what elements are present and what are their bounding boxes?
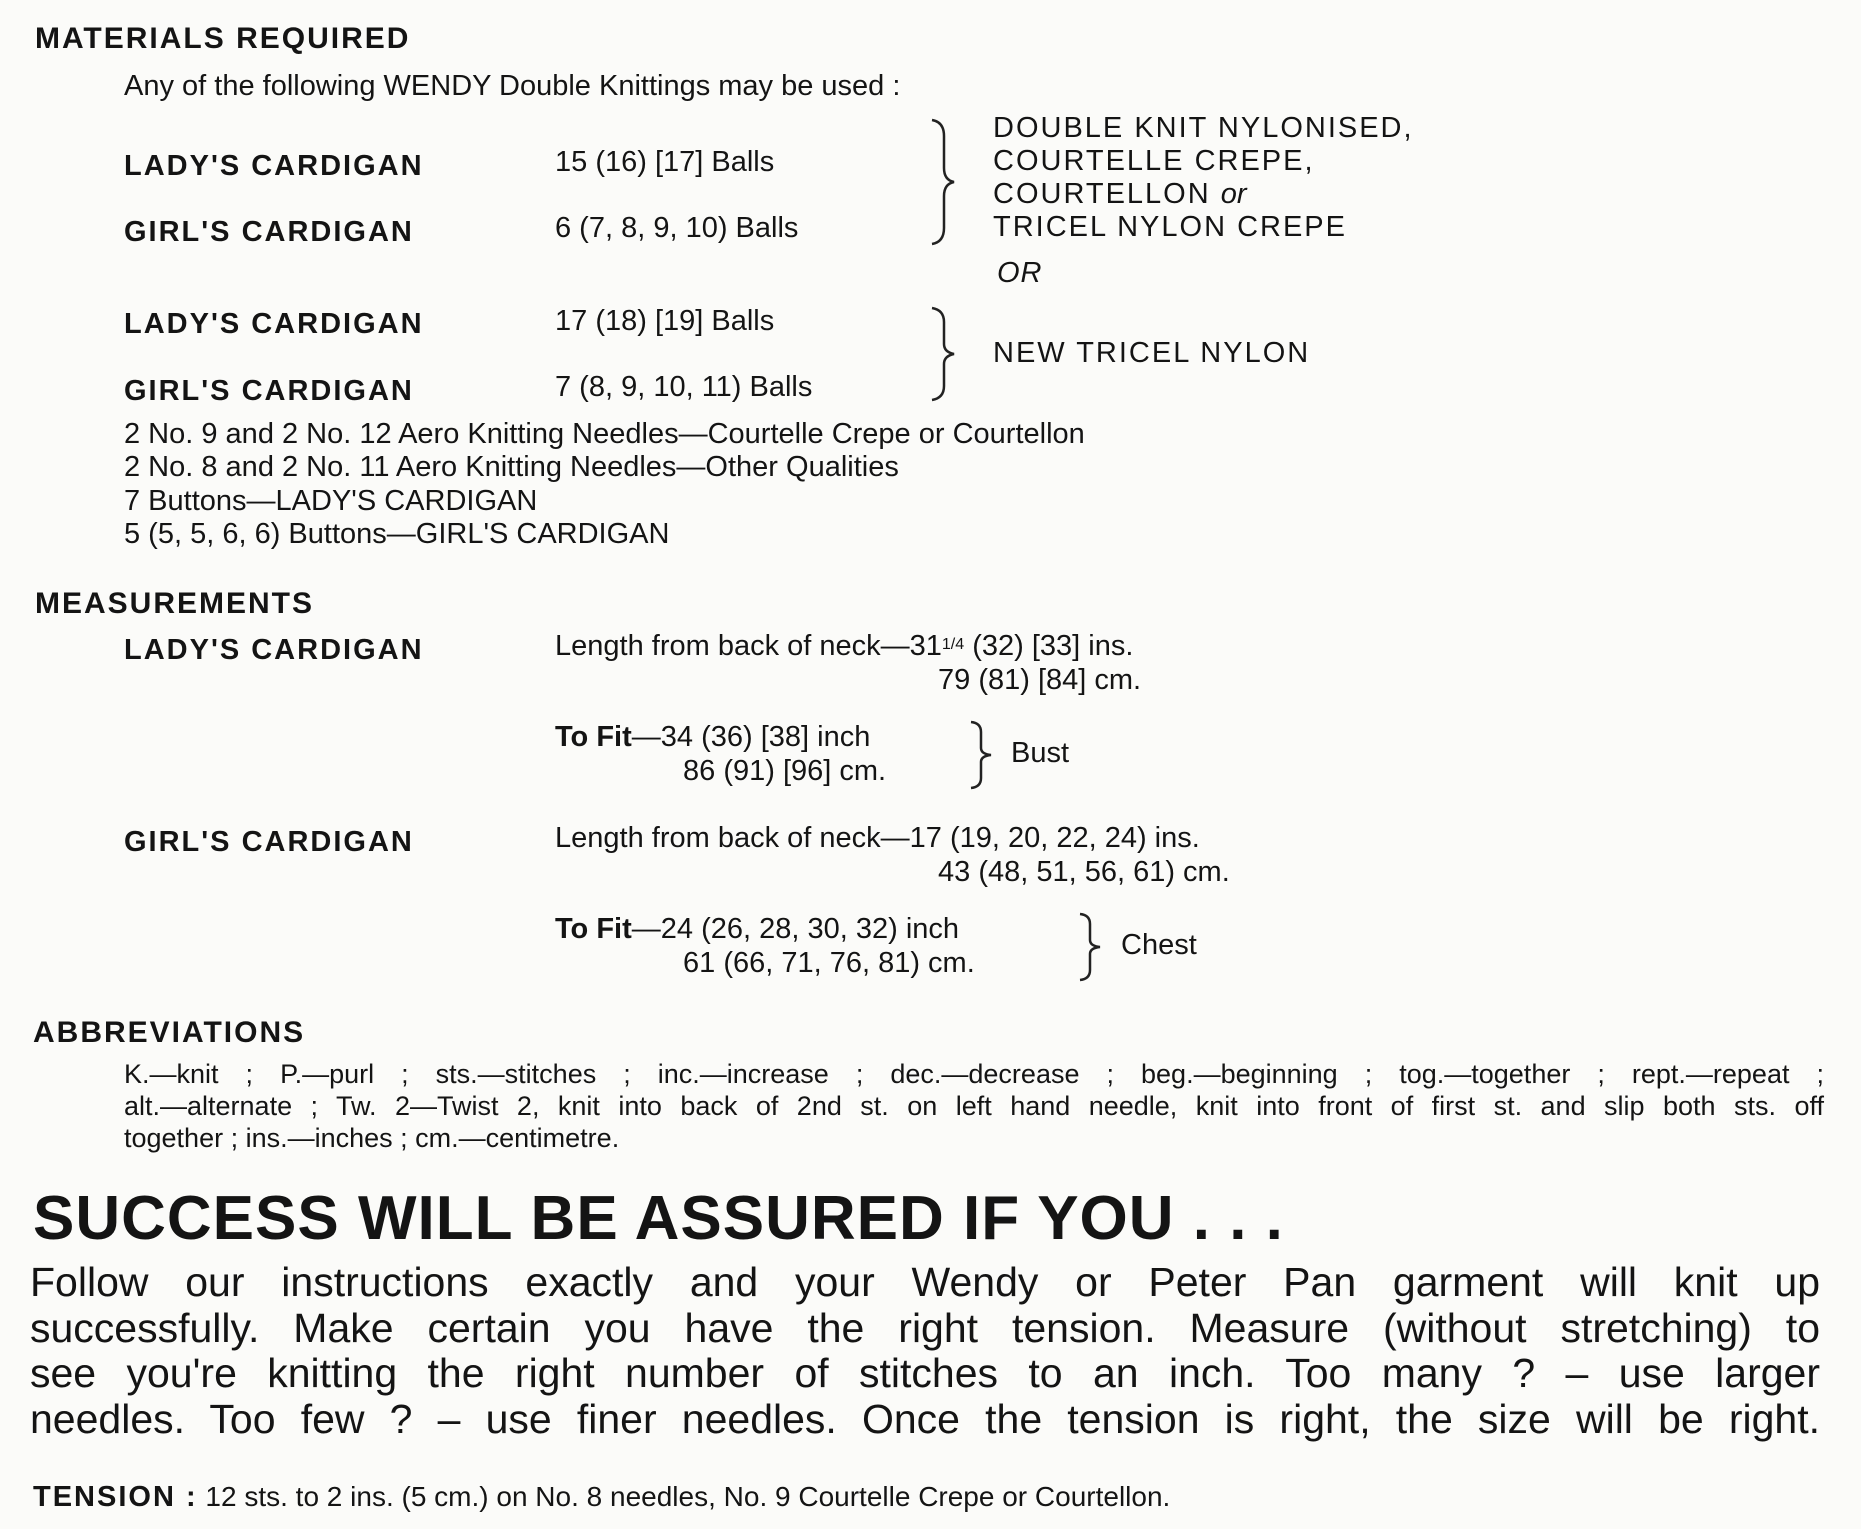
needles-line-2: 2 No. 8 and 2 No. 11 Aero Knitting Needles—Other Qualities [124, 451, 899, 483]
success-line-4: needles. Too few ? – use finer needles. Once the tension is right, the size will be right. [30, 1395, 1820, 1442]
or-divider: OR [997, 257, 1043, 289]
abbreviations-heading: ABBREVIATIONS [33, 1016, 306, 1049]
lady-fit-inch: —34 (36) [38] inch [631, 721, 871, 753]
girl-fit-inch: —24 (26, 28, 30, 32) inch [631, 913, 960, 945]
success-title: SUCCESS WILL BE ASSURED IF YOU . . . [33, 1184, 1284, 1253]
lady-length-line [555, 630, 1133, 663]
group2-girl-label: GIRL'S CARDIGAN [124, 375, 414, 407]
success-line-2: successfully. Make certain you have the right tension. Measure (without stretching) to [30, 1304, 1820, 1351]
group1-brace [930, 118, 956, 251]
buttons-lady: 7 Buttons—LADY'S CARDIGAN [124, 485, 538, 517]
girl-fit-part: Chest [1121, 929, 1197, 961]
needles-line-1: 2 No. 9 and 2 No. 12 Aero Knitting Needles—Courtelle Crepe or Courtellon [124, 418, 1085, 450]
girl-length: Length from back of neck—17 (19, 20, 22, 24) ins. [555, 822, 1200, 854]
group1-girl-label: GIRL'S CARDIGAN [124, 216, 414, 248]
lady-fit-part: Bust [1011, 737, 1070, 769]
yarn-3-line [993, 178, 1247, 211]
measurements-heading: MEASUREMENTS [35, 587, 315, 620]
tension-line [33, 1481, 1170, 1514]
group1-lady-label: LADY'S CARDIGAN [124, 150, 424, 182]
success-body [30, 1260, 1820, 1442]
lady-fit-brace [969, 720, 993, 795]
yarn-new-tricel: NEW TRICEL NYLON [993, 337, 1311, 369]
group1-lady-qty: 15 (16) [17] Balls [555, 146, 775, 178]
girl-fit-label: To Fit [555, 913, 632, 945]
yarn-1: DOUBLE KNIT NYLONISED, [993, 112, 1414, 144]
yarn-2: COURTELLE CREPE, [993, 145, 1315, 177]
lady-fit-label: To Fit [555, 721, 632, 753]
group2-lady-qty: 17 (18) [19] Balls [555, 305, 775, 337]
girl-length-cm: 43 (48, 51, 56, 61) cm. [938, 856, 1230, 888]
buttons-girl: 5 (5, 5, 6, 6) Buttons—GIRL'S CARDIGAN [124, 518, 670, 550]
abbreviations-line-3: together ; ins.—inches ; cm.—centimetre. [124, 1123, 620, 1153]
tension-text: 12 sts. to 2 ins. (5 cm.) on No. 8 needles, No. 9 Courtelle Crepe or Courtellon. [197, 1481, 1171, 1512]
group1-girl-qty: 6 (7, 8, 9, 10) Balls [555, 212, 799, 244]
materials-heading: MATERIALS REQUIRED [35, 22, 411, 55]
group2-lady-label: LADY'S CARDIGAN [124, 308, 424, 340]
tension-label: TENSION : [33, 1481, 198, 1513]
abbreviations-line-1: K.—knit ; P.—purl ; sts.—stitches ; inc.—increase ; dec.—decrease ; beg.—beginning ; tog.—together ; rept.—repeat ; [124, 1059, 1824, 1089]
girl-fit-inch-line [555, 913, 959, 946]
success-line-3: see you're knitting the right number of stitches to an inch. Too many ? – use larger [30, 1350, 1820, 1396]
abbreviations-line-2: alt.—alternate ; Tw. 2—Twist 2, knit into back of 2nd st. on left hand needle, knit into front of first st. and slip both sts. off [124, 1091, 1824, 1121]
group2-girl-qty: 7 (8, 9, 10, 11) Balls [555, 371, 813, 403]
yarn-3: COURTELLON [993, 178, 1211, 210]
abbreviations-text [124, 1058, 1824, 1154]
lady-fit-inch-line [555, 721, 870, 754]
success-line-1: Follow our instructions exactly and your Wendy or Peter Pan garment will knit up [30, 1259, 1820, 1305]
group2-brace [930, 306, 956, 407]
lady-measure-label: LADY'S CARDIGAN [124, 634, 424, 666]
yarn-4: TRICEL NYLON CREPE [993, 211, 1347, 243]
materials-intro: Any of the following WENDY Double Knittings may be used : [124, 70, 901, 102]
lady-length-fraction: 1/4 [941, 636, 965, 653]
girl-fit-cm: 61 (66, 71, 76, 81) cm. [683, 947, 975, 979]
lady-length-cm: 79 (81) [84] cm. [938, 664, 1142, 696]
lady-length-prefix: Length from back of neck—31 [555, 630, 942, 662]
yarn-or-inline: or [1220, 178, 1247, 210]
girl-measure-label: GIRL'S CARDIGAN [124, 826, 414, 858]
girl-fit-brace [1078, 912, 1102, 987]
lady-length-rest: (32) [33] ins. [964, 630, 1134, 662]
lady-fit-cm: 86 (91) [96] cm. [683, 755, 887, 787]
